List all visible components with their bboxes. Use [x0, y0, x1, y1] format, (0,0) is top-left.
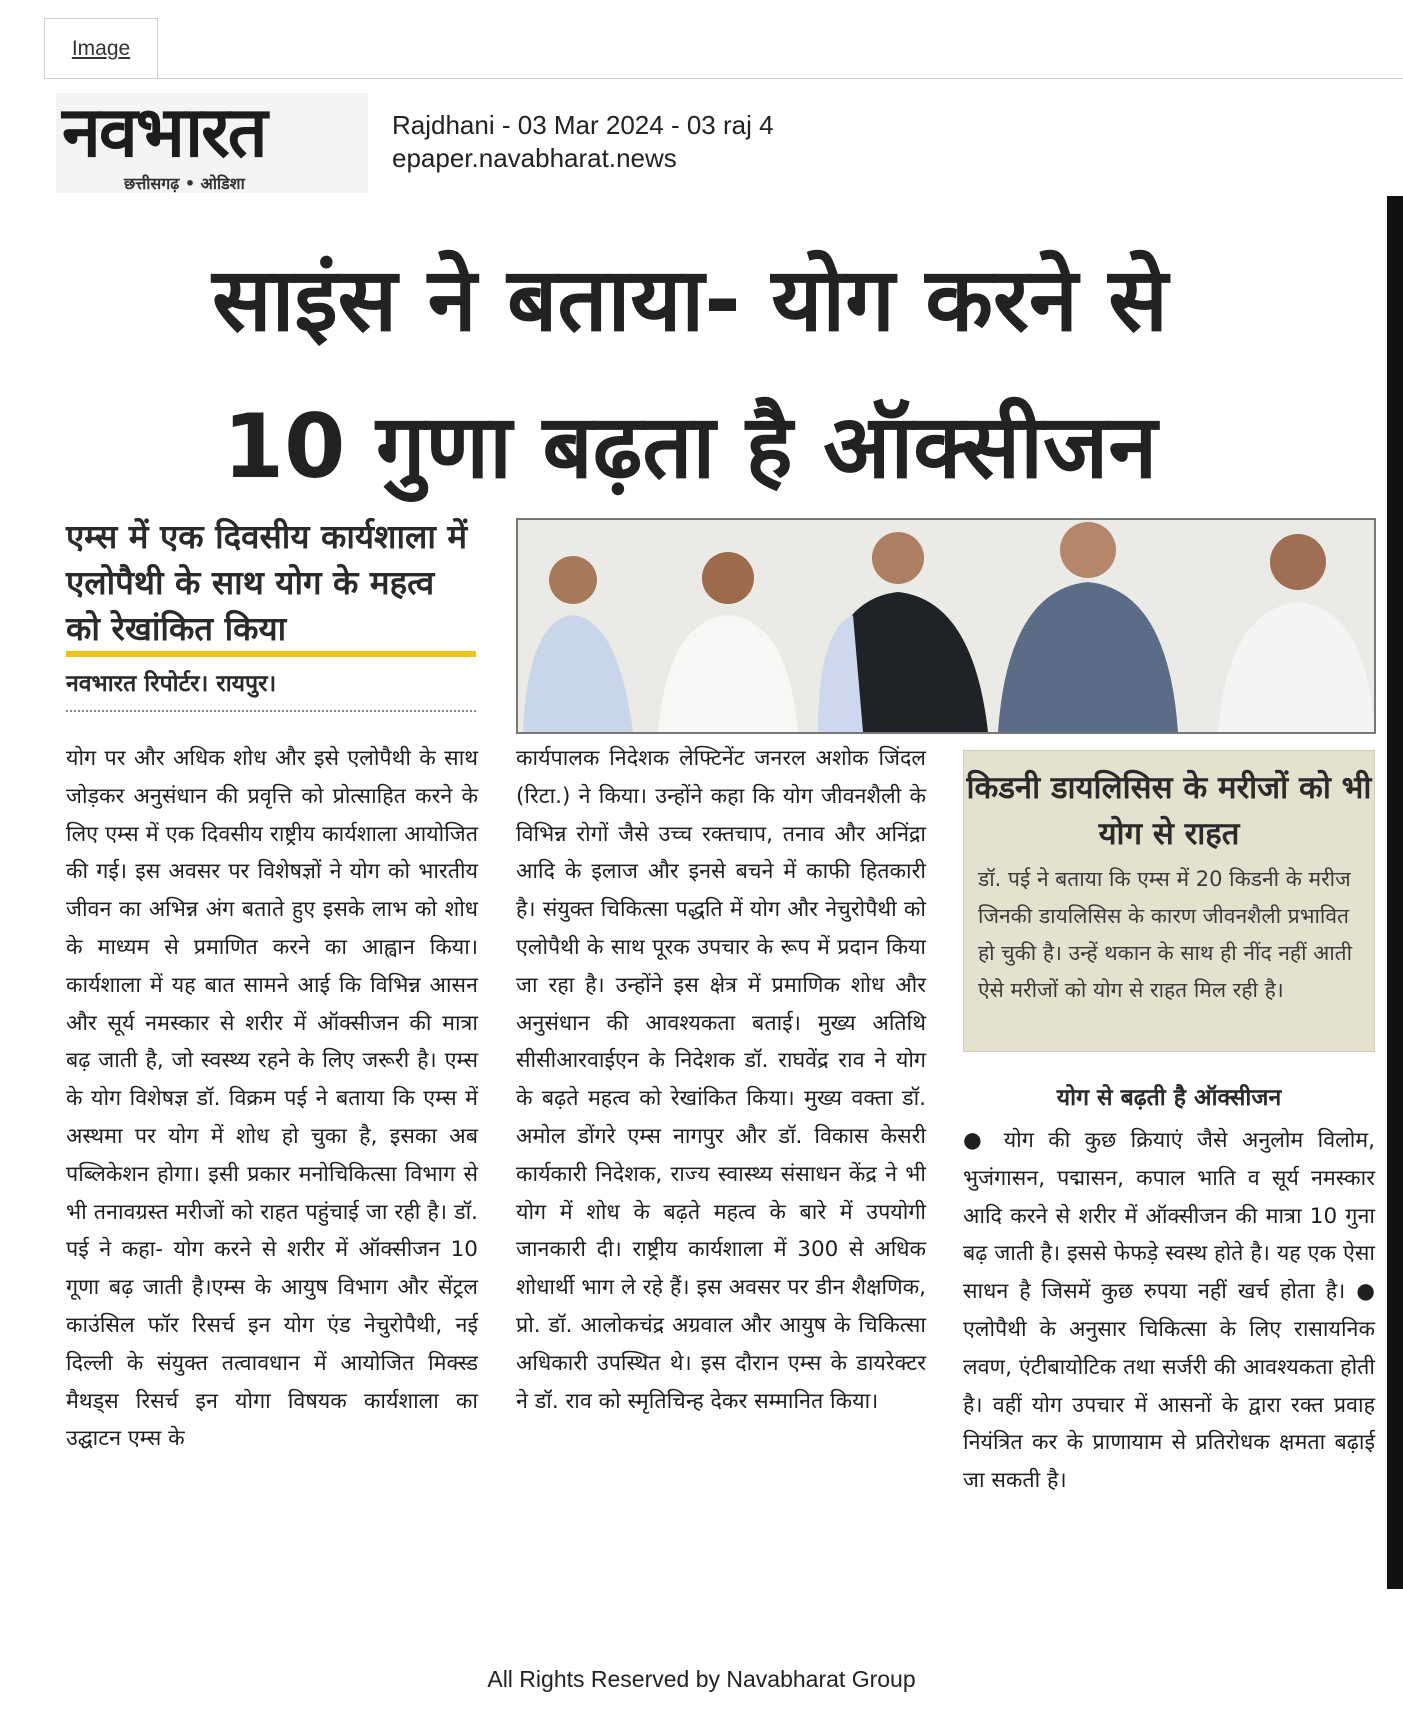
byline: नवभारत रिपोर्टर। रायपुर। [66, 671, 277, 697]
sidebar-box-title: किडनी डायलिसिस के मरीजों को भी योग से राहत [966, 770, 1372, 852]
tab-image[interactable]: Image [44, 18, 158, 79]
masthead-logo: नवभारत [62, 90, 266, 173]
sidebar-box [963, 750, 1375, 1052]
byline-divider [66, 710, 476, 712]
section-title-oxygen: योग से बढ़ती है ऑक्सीजन [1056, 1085, 1282, 1111]
article-column-1: योग पर और अधिक शोध और इसे एलोपैथी के साथ जोड़कर अनुसंधान की प्रवृत्ति को प्रोत्साहित करने के लिए एम्स में एक दिवसीय राष्ट्रीय कार्यशाला आयोजित की गई। इस अवसर पर विशेषज्ञों ने योग को भारतीय जीवन का अभिन्न अंग बताते हुए इसके लाभ को शोध के माध्यम से प्रमाणित करने का आह्वान किया। कार्यशाला में यह बात सामने आई कि विभिन्न आसन और सूर्य नमस्कार से शरीर में ऑक्सीजन की मात्रा बढ़ जाती है, जो स्वस्थ्य रहने के लिए जरूरी है। एम्स के योग विशेषज्ञ डॉ. विक्रम पई ने बताया कि एम्स में अस्थमा पर योग में शोध हो चुका है, इसका अब पब्लिकेशन होगा। इसी प्रकार मनोचिकित्सा विभाग से भी तनावग्रस्त मरीजों को राहत पहुंचाई जा रही है। डॉ. पई ने कहा- योग करने से शरीर में ऑक्सीजन 10 गूणा बढ़ जाती है।एम्स के आयुष विभाग और सेंट्रल काउंसिल फॉर रिसर्च इन योग एंड नेचुरोपैथी, नई दिल्ली के संयुक्त तत्वावधान में आयोजित मिक्स्ड मैथड्स रिसर्च इन योगा विषयक कार्यशाला का उद्घाटन एम्स के [66, 746, 478, 1452]
footer-copyright: All Rights Reserved by Navabharat Group [487, 1666, 916, 1692]
epaper-url: epaper.navabharat.news [392, 143, 677, 173]
article-column-2: कार्यपालक निदेशक लेफ्टिनेंट जनरल अशोक जिंदल (रिटा.) ने किया। उन्होंने कहा कि योग जीवनशैली के विभिन्न रोगों जैसे उच्च रक्तचाप, तनाव और अनिंद्रा आदि के इलाज और इनसे बचने में काफी हितकारी है। संयुक्त चिकित्सा पद्धति में योग और नेचुरोपैथी को एलोपैथी के साथ पूरक उपचार के रूप में प्रदान किया जा रहा है। उन्होंने इस क्षेत्र में प्रमाणिक शोध और अनुसंधान की आवश्यकता बताई। मुख्य अतिथि सीसीआरवाईएन के निदेशक डॉ. राघवेंद्र राव ने योग के बढ़ते महत्व को रेखांकित किया। मुख्य वक्ता डॉ. अमोल डोंगरे एम्स नागपुर और डॉ. विकास केसरी कार्यकारी निदेशक, राज्य स्वास्थ्य संसाधन केंद्र ने भी योग में शोध के बढ़ते महत्व के बारे में उपयोगी जानकारी दी। राष्ट्रीय कार्यशाला में 300 से अधिक शोधार्थी भाग ले रहे हैं। इस अवसर पर डीन शैक्षणिक, प्रो. डॉ. आलोकचंद्र अग्रवाल और आयुष के चिकित्सा अधिकारी उपस्थित थे। इस दौरान एम्स के डायरेक्टर ने डॉ. राव को स्मृतिचिन्ह देकर सम्मानित किया। [516, 746, 926, 1414]
tab-divider [44, 78, 1403, 79]
article-column-3: ● योग की कुछ क्रियाएं जैसे अनुलोम विलोम, भुजंगासन, पद्मासन, कपाल भाति व सूर्य नमस्कार आदि करने से शरीर में ऑक्सीजन की मात्रा 10 गुना बढ़ जाती है। इससे फेफड़े स्वस्थ होते है। यह एक ऐसा साधन है जिसमें कुछ रुपया नहीं खर्च होता है। ● एलोपैथी के अनुसार चिकित्सा के लिए रासायनिक लवण, एंटीबायोटिक तथा सर्जरी की आवश्यकता होती है। वहीं योग उपचार में आसनों के द्वारा रक्त प्रवाह नियंत्रित कर के प्राणायाम से प्रतिरोधक क्षमता बढ़ाई जा सकती है। [963, 1128, 1375, 1494]
event-photo [516, 518, 1376, 734]
subheadline: एम्स में एक दिवसीय कार्यशाला में एलोपैथी के साथ योग के महत्व को रेखांकित किया [66, 517, 468, 648]
subheadline-underline [66, 651, 476, 657]
photo-illustration [518, 520, 1374, 732]
headline-line-1: साइंस ने बताया- योग करने से [212, 248, 1168, 351]
sidebar-box-text: डॉ. पई ने बताया कि एम्स में 20 किडनी के मरीज जिनकी डायलिसिस के कारण जीवनशैली प्रभावित हो चुकी है। उन्हें थकान के साथ ही नींद नहीं आती ऐसे मरीजों को योग से राहत मिल रही है। [978, 867, 1353, 1002]
edition-date: Rajdhani - 03 Mar 2024 - 03 raj 4 [392, 110, 774, 140]
page-edge-bar [1387, 196, 1403, 1589]
masthead-region: छत्तीसगढ़ • ओडिशा [124, 174, 245, 193]
headline-line-2: 10 गुणा बढ़ता है ऑक्सीजन [222, 395, 1158, 498]
